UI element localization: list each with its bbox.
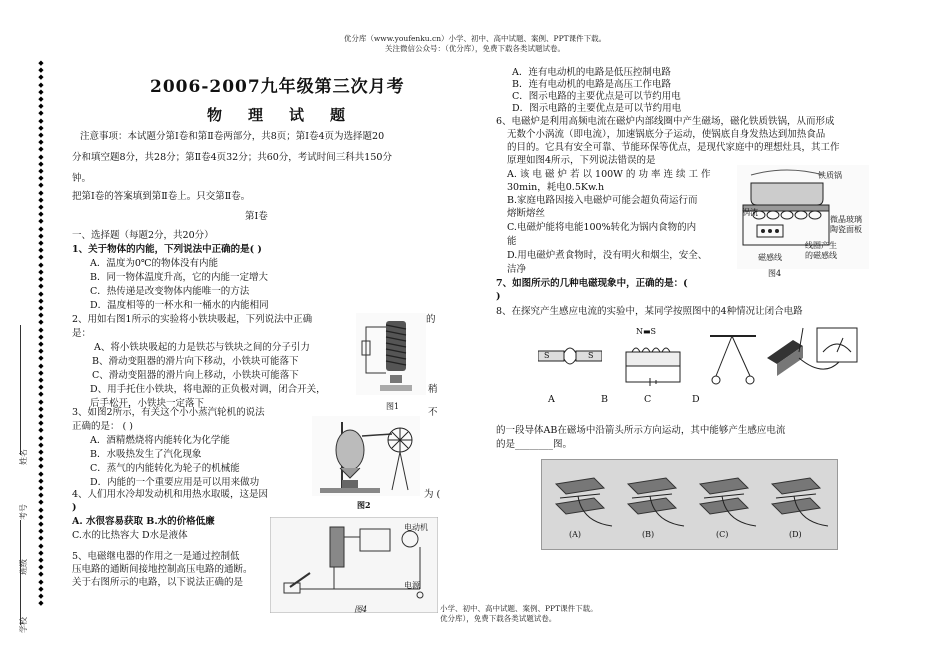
q5-option-d: D．图示电路的主要优点是可以节约用电 bbox=[512, 103, 682, 114]
figure-4-caption: 图4 bbox=[768, 269, 782, 278]
q3-option-a: A．酒精燃烧将内能转化为化学能 bbox=[90, 435, 230, 446]
q6-stem-4: 原理如图4所示，下列说法错误的是 bbox=[507, 155, 656, 166]
figure-4-label-field: 磁感线 bbox=[758, 253, 782, 262]
q1-option-c: C．热传递是改变物体内能唯一的方法 bbox=[90, 286, 250, 297]
figure-1-caption: 图1 bbox=[386, 402, 400, 411]
figure-2-steam-turbine bbox=[312, 416, 420, 496]
q6-stem-1: 6、电磁炉是利用高频电流在磁炉内部线圈中产生磁场，磁化铁质铁锅，从而形成 bbox=[496, 116, 835, 127]
q5-stem-2: 压电路的通断间接地控制高压电路的通断。 bbox=[72, 564, 253, 575]
binding-name-line bbox=[20, 325, 22, 455]
q3-stem-2: 正确的是： ( ) bbox=[72, 421, 133, 432]
footer-line-2: 优分库），免费下载各类试题试卷。 bbox=[440, 614, 557, 623]
q5-option-a: A．连有电动机的电路是低压控制电路 bbox=[512, 67, 671, 78]
q6-stem-3: 的目的。它具有安全可靠、节能环保等优点，是现代家庭中的理想灶具，其工作 bbox=[507, 142, 840, 153]
photo-label-a: (A) bbox=[569, 530, 582, 539]
figure-relay-label-power: 电源 bbox=[404, 581, 420, 590]
q8-label-b: B bbox=[601, 394, 608, 405]
q1-option-a: A．温度为0℃的物体没有内能 bbox=[90, 258, 219, 269]
q6-option-d-2: 洁净 bbox=[507, 264, 527, 275]
q6-stem-2: 无数个小涡流（即电流），加速锅底分子运动，使锅底自身发热达到加热食品 bbox=[507, 129, 826, 140]
q6-option-b-2: 熔断熔丝 bbox=[507, 208, 546, 219]
subject-char: 题 bbox=[330, 106, 346, 124]
q2-option-b: B、滑动变阻器的滑片向下移动，小铁块可能落下 bbox=[92, 356, 299, 367]
footer-line-1: 小学、初中、高中试题、案例、PPT课件下载。 bbox=[440, 604, 598, 613]
q8-stem: 8、在探究产生感应电流的实验中，某同学按照图中的4种情况让闭合电路 bbox=[496, 306, 803, 317]
figure-4-label-coil-1: 线圈产生 bbox=[805, 241, 837, 250]
notice-line-2: 分和填空题8分，共28分；第Ⅱ卷4页32分；共60分，考试时间三科共150分 bbox=[72, 152, 392, 163]
q3-option-d: D．内能的一个重要应用是可以用来做功 bbox=[90, 477, 260, 488]
q5-option-c: C．图示电路的主要优点是可以节约用电 bbox=[512, 91, 681, 102]
figure-q7-c bbox=[706, 332, 760, 388]
q8-label-a: A bbox=[548, 394, 555, 405]
q8-label-d: D bbox=[692, 394, 700, 405]
q8-label-c: C bbox=[644, 394, 652, 405]
q2-stem-2: 是： bbox=[72, 328, 92, 339]
q7-paren: ) bbox=[496, 291, 501, 302]
q8-line-2: 的是________图。 bbox=[496, 439, 573, 450]
notice-line-3: 钟。 bbox=[72, 173, 92, 184]
header-line-1: 优分库（www.youfenku.cn）小学、初中、高中试题、案例、PPT课件下载。 bbox=[343, 34, 607, 43]
figure-1-electromagnet bbox=[356, 313, 426, 395]
q6-option-a-2: 30min，耗电0.5Kw.h bbox=[507, 182, 605, 193]
photo-label-c: (C) bbox=[716, 530, 729, 539]
subject-char: 理 bbox=[248, 106, 264, 124]
figure-q7-d bbox=[763, 318, 863, 390]
q4-paren: ) bbox=[72, 502, 77, 513]
q1-option-b: B．同一物体温度升高，它的内能一定增大 bbox=[90, 272, 268, 283]
q1-stem: 1、关于物体的内能，下列说法中正确的是( ) bbox=[72, 244, 262, 255]
header-line-2: 关注微信公众号：（优分库），免费下载各类试题试卷。 bbox=[385, 44, 565, 53]
binding-school-label: 学校 bbox=[19, 617, 28, 633]
q1-option-d: D．温度相等的一杯水和一桶水的内能相同 bbox=[90, 300, 269, 311]
figure-relay-caption: 图4 bbox=[354, 605, 368, 614]
q4-stem: 4、人们用水冷却发动机和用热水取暖，这是因 bbox=[72, 489, 269, 500]
figure-4-label-eddy: 涡流 bbox=[742, 208, 758, 217]
q2-option-d-2: 后手松开，小铁块一定落下 bbox=[90, 398, 205, 409]
q8-line-1: 的一段导体AB在磁场中沿箭头所示方向运动，其中能够产生感应电流 bbox=[496, 425, 786, 436]
photo-label-b: (B) bbox=[642, 530, 655, 539]
subject-char: 物 bbox=[207, 106, 223, 124]
section-1-heading: 一、选择题（每题2分，共20分） bbox=[72, 230, 214, 241]
figure-q7-a-s: S bbox=[544, 351, 550, 360]
q3-stem: 3、如图2所示，有关这个小小蒸汽轮机的说法 bbox=[72, 407, 265, 418]
q5-stem-3: 关于右图所示的电路，以下说法正确的是 bbox=[72, 577, 244, 588]
q2-stem: 2、用如右图1所示的实验将小铁块吸起，下列说法中正确 bbox=[72, 314, 313, 325]
q2-option-a: A、将小铁块吸起的力是铁芯与铁块之间的分子引力 bbox=[94, 342, 310, 353]
binding-number-label: 考号 bbox=[19, 504, 28, 520]
q5-stem-1: 5、电磁继电器的作用之一是通过控制低 bbox=[72, 551, 240, 562]
q6-option-c-1: C.电磁炉能将电能100%转化为锅内食物的内 bbox=[507, 222, 697, 233]
exam-subject bbox=[207, 104, 371, 125]
binding-class-label: 班级 bbox=[19, 559, 28, 575]
q4-options-ab: A. 水很容易获取 B.水的价格低廉 bbox=[72, 516, 215, 527]
q6-option-d-1: D.用电磁炉煮食物时，没有明火和烟尘，安全、 bbox=[507, 250, 708, 261]
photo-label-d: (D) bbox=[789, 530, 802, 539]
q6-option-a-1: A. 该 电 磁 炉 若 以 100W 的 功 率 连 续 工 作 bbox=[507, 169, 711, 180]
figure-q7-b bbox=[622, 336, 684, 390]
q6-option-c-2: 能 bbox=[507, 236, 517, 247]
q2-option-d: D、用手托住小铁块，将电源的正负极对调，闭合开关， bbox=[90, 384, 326, 395]
figure-4-label-pot: 铁质锅 bbox=[818, 171, 842, 180]
q7-stem: 7、如图所示的几种电磁现象中，正确的是：( bbox=[496, 278, 688, 289]
figure-4-label-glass: 微晶玻璃 bbox=[830, 215, 862, 224]
figure-4-label-panel: 陶瓷面板 bbox=[830, 225, 862, 234]
figure-2-caption: 图2 bbox=[357, 500, 371, 510]
q2-stem-end: 的 bbox=[426, 314, 436, 325]
notice-line-4: 把第Ⅰ卷的答案填到第Ⅱ卷上。只交第Ⅱ卷。 bbox=[72, 191, 251, 202]
part-1-heading: 第Ⅰ卷 bbox=[245, 211, 268, 222]
subject-char: 试 bbox=[289, 106, 305, 124]
q5-option-b: B．连有电动机的电路是高压工作电路 bbox=[512, 79, 671, 90]
figure-q7-b-ns: N▬S bbox=[636, 327, 657, 336]
exam-title: 2006-2007九年级第三次月考 bbox=[150, 77, 405, 97]
figure-relay-label-motor: 电动机 bbox=[404, 523, 428, 532]
binding-diamonds: ◆ ◆ ◆ ◆ ◆ ◆ ◆ ◆ ◆ ◆ ◆ ◆ ◆ ◆ ◆ ◆ ◆ ◆ ◆ ◆ ◆ ◆ ◆ ◆ ◆ ◆ ◆ ◆ ◆ ◆ ◆ ◆ ◆ ◆ ◆ ◆ ◆ ◆ ◆ ◆ ◆ ◆ ◆ ◆ ◆ ◆ ◆ ◆ ◆ ◆ ◆ ◆ ◆ ◆ ◆ ◆ ◆ ◆ ◆ ◆ ◆ ◆ ◆ ◆ ◆ ◆ ◆ ◆ ◆ ◆ ◆ ◆ ◆ ◆ ◆ ◆ bbox=[38, 59, 44, 608]
q3-option-c: C．蒸气的内能转化为轮子的机械能 bbox=[90, 463, 240, 474]
q2-option-d-end: 稍 bbox=[428, 384, 438, 395]
q3-stem-end: 不 bbox=[428, 407, 438, 418]
binding-name-label: 姓名 bbox=[19, 449, 28, 465]
q6-option-b-1: B.家庭电路因接入电磁炉可能会超负荷运行而 bbox=[507, 195, 698, 206]
q2-option-c: C、滑动变阻器的滑片向上移动，小铁块可能落下 bbox=[92, 370, 299, 381]
notice-line-1: 注意事项：本试题分第Ⅰ卷和第Ⅱ卷两部分，共8页；第Ⅰ卷4页为选择题20 bbox=[80, 131, 385, 142]
q3-option-b: B．水吸热发生了汽化现象 bbox=[90, 449, 202, 460]
q4-options-cd: C.水的比热容大 D水是液体 bbox=[72, 530, 188, 541]
figure-4-label-coil-2: 的磁感线 bbox=[805, 251, 837, 260]
figure-q7-a-s2: S bbox=[588, 351, 594, 360]
q4-stem-end: 为 ( bbox=[424, 489, 441, 500]
